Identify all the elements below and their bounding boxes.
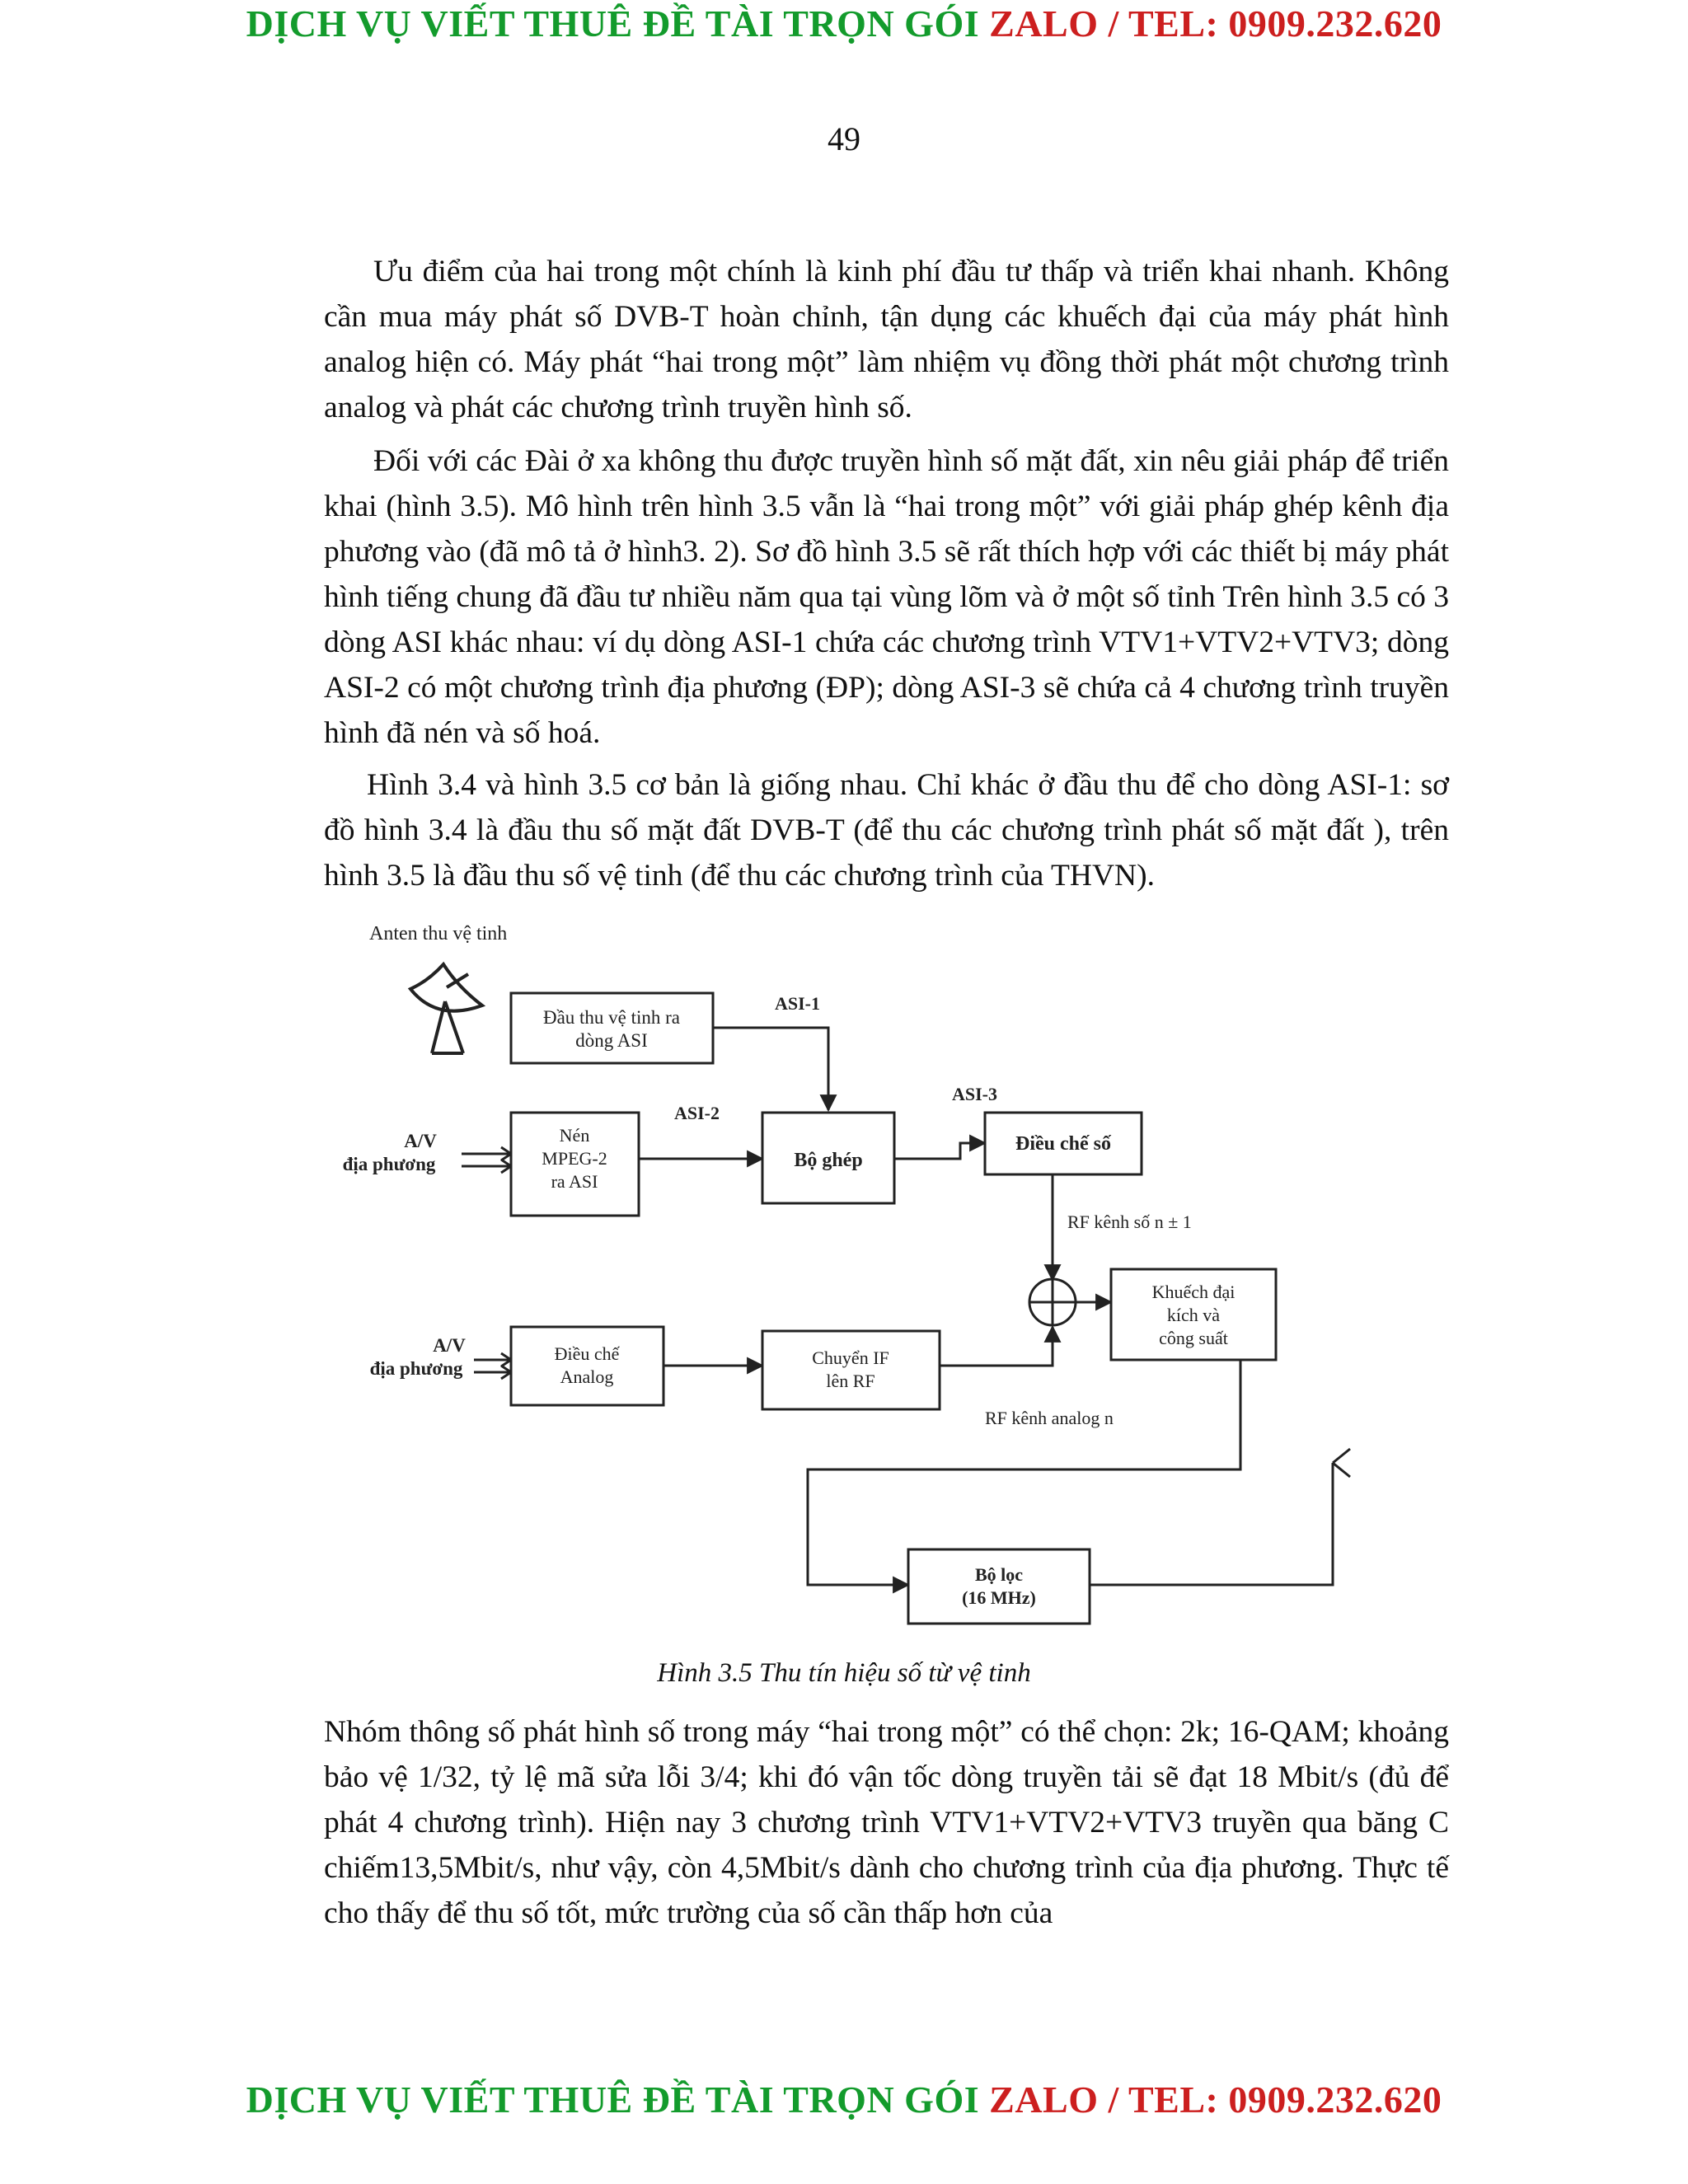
header-banner (0, 2, 1688, 45)
digital-modulator-label: Điều chế số (1015, 1133, 1111, 1155)
block-diagram-figure (313, 915, 1368, 1640)
rf-analog-label: RF kênh analog n (985, 1408, 1114, 1428)
analog-modulator-line-1: Điều chế (554, 1343, 620, 1364)
mpeg-encoder-line-2: MPEG-2 (542, 1148, 607, 1169)
asi-2-label: ASI-2 (674, 1103, 720, 1123)
antenna-label: Anten thu vệ tinh (369, 923, 508, 944)
av-local-1-line-2: địa phương (342, 1154, 436, 1174)
satellite-receiver-line-1: Đầu thu vệ tinh ra (542, 1007, 681, 1028)
filter-to-antenna-line (1090, 1463, 1333, 1585)
body-paragraph-1: Ưu điểm của hai trong một chính là kinh phí đầu tư thấp và triển khai nhanh. Không cần mua máy phát số DVB-T hoàn chỉnh, tận dụng các khuếch đại của máy phát hình analog hiện có. Máy phát “hai trong một” làm nhiệm vụ đồng thời phát một chương trình analog và phát các chương trình truyền hình số. (324, 255, 1449, 424)
filter-line-2: (16 MHz) (962, 1587, 1036, 1608)
asi-3-label: ASI-3 (952, 1084, 998, 1104)
if-to-rf-line-1: Chuyển IF (812, 1347, 889, 1368)
signal-combiner-icon (1029, 1279, 1076, 1325)
rf-analog-arrow (940, 1327, 1053, 1366)
satellite-receiver-box (511, 993, 713, 1063)
filter-line-1: Bộ lọc (974, 1564, 1024, 1585)
body-paragraph-4: Nhóm thông số phát hình số trong máy “hai trong một” có thể chọn: 2k; 16-QAM; khoảng bảo vệ 1/32, tỷ lệ mã sửa lỗi 3/4; khi đó vận tốc dòng truyền tải sẽ đạt 18 Mbit/s (đủ để phát 4 chương trình). Hiện nay 3 chương trình VTV1+VTV2+VTV3 truyền qua băng C chiếm13,5Mbit/s, như vậy, còn 4,5Mbit/s dành cho chương trình của địa phương. Thực tế cho thấy để thu số tốt, mức trường của số cần thấp hơn của (324, 1715, 1449, 1930)
analog-modulator-line-2: Analog (560, 1366, 614, 1387)
av-local-2-arrows (474, 1360, 509, 1372)
mpeg-encoder-line-1: Nén (559, 1125, 590, 1146)
page-number: 49 (828, 120, 860, 157)
multiplexer-label: Bộ ghép (794, 1150, 863, 1171)
rf-digital-label: RF kênh số n ± 1 (1067, 1212, 1192, 1232)
amplifier-line-2: kích và (1166, 1305, 1221, 1325)
transmit-antenna-icon (1333, 1449, 1350, 1477)
body-paragraph-3: Hình 3.4 và hình 3.5 cơ bản là giống nhau. Chỉ khác ở đầu thu để cho dòng ASI-1: sơ đồ hình 3.4 là đầu thu số mặt đất DVB-T (để thu các chương trình phát số mặt đất ), trên hình 3.5 là đầu thu số vệ tinh (để thu các chương trình của THVN). (324, 768, 1449, 893)
footer-banner (0, 2078, 1688, 2121)
mpeg-encoder-line-3: ra ASI (551, 1171, 598, 1192)
banner-service-text: DỊCH VỤ VIẾT THUÊ ĐỀ TÀI TRỌN GÓI (246, 2079, 980, 2121)
figure-caption: Hình 3.5 Thu tín hiệu số từ vệ tinh (657, 1658, 1031, 1688)
av-local-2-line-1: A/V (433, 1335, 466, 1356)
asi-3-arrow (894, 1143, 985, 1159)
filter-box (908, 1549, 1090, 1624)
satellite-dish-icon (410, 964, 482, 1053)
av-local-1-line-1: A/V (404, 1131, 437, 1151)
asi-1-arrow (713, 1028, 828, 1110)
banner-contact-text: ZALO / TEL: 0909.232.620 (989, 2079, 1442, 2121)
amplifier-line-1: Khuếch đại (1151, 1282, 1236, 1302)
amplifier-line-3: công suất (1159, 1328, 1228, 1348)
banner-contact-text: ZALO / TEL: 0909.232.620 (989, 2, 1442, 45)
block-diagram-svg (313, 915, 1368, 1640)
if-to-rf-line-2: lên RF (826, 1371, 875, 1391)
banner-service-text: DỊCH VỤ VIẾT THUÊ ĐỀ TÀI TRỌN GÓI (246, 2, 980, 45)
av-local-2-line-2: địa phương (369, 1358, 463, 1379)
satellite-receiver-line-2: dòng ASI (575, 1030, 648, 1051)
asi-1-label: ASI-1 (775, 993, 821, 1014)
body-paragraph-2: Đối với các Đài ở xa không thu được truyền hình số mặt đất, xin nêu giải pháp để triển khai (hình 3.5). Mô hình trên hình 3.5 vẫn là “hai trong một” với giải pháp ghép kênh địa phương vào (đã mô tả ở hình3. 2). Sơ đồ hình 3.5 sẽ rất thích hợp với các thiết bị máy phát hình tiếng chung đã đầu tư nhiều năm qua tại vùng lõm và ở một số tỉnh Trên hình 3.5 có 3 dòng ASI khác nhau: ví dụ dòng ASI-1 chứa các chương trình VTV1+VTV2+VTV3; dòng ASI-2 có một chương trình địa phương (ĐP); dòng ASI-3 sẽ chứa cả 4 chương trình truyền hình đã nén và số hoá. (324, 444, 1450, 750)
